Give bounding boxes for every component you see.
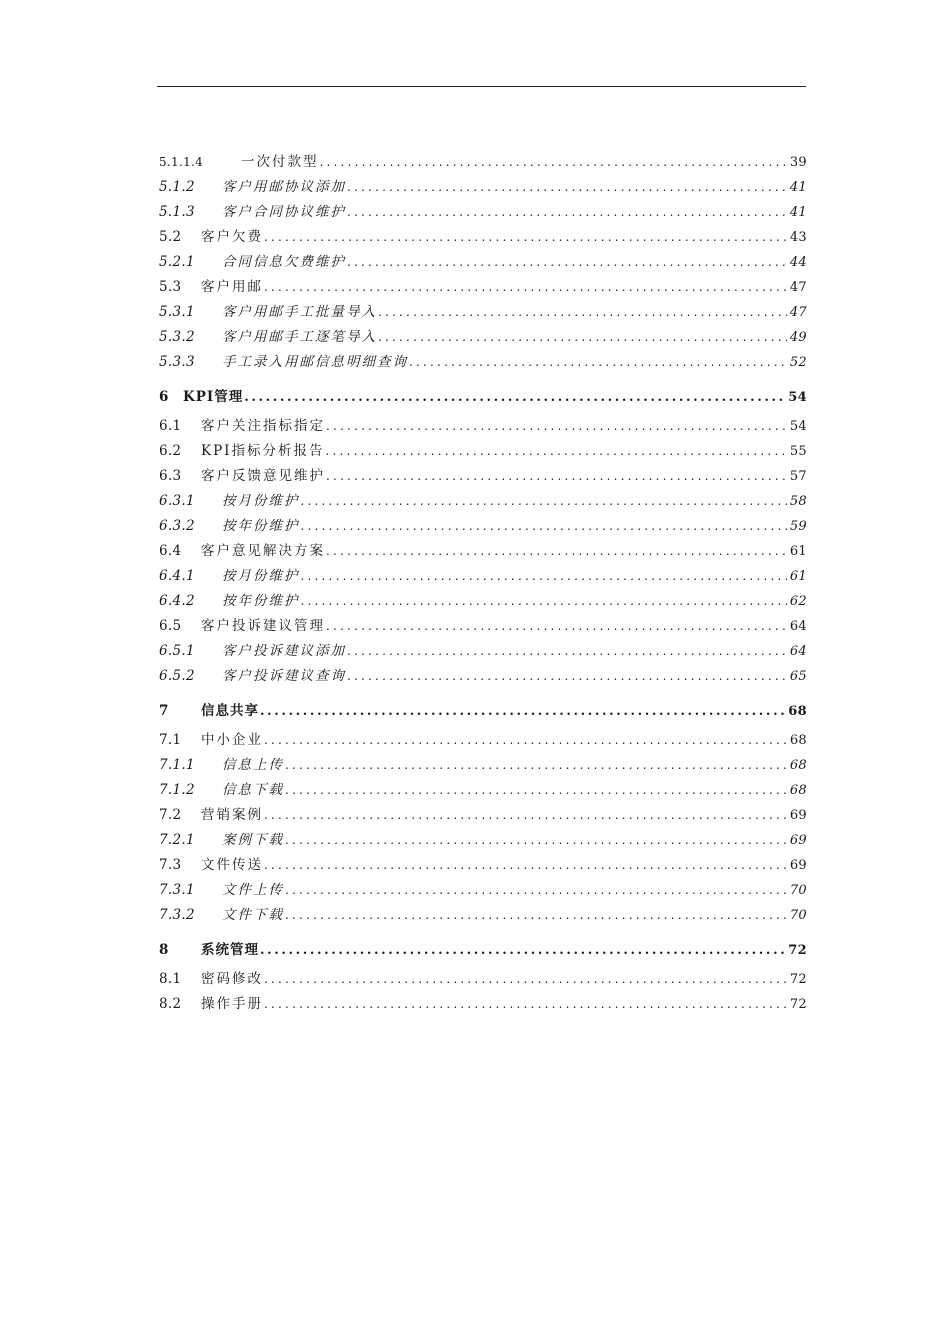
toc-entry-number: 6.2 xyxy=(159,443,182,459)
toc-entry-page-number: 58 xyxy=(789,494,807,509)
toc-entry-title: KPI指标分析报告 xyxy=(201,443,325,459)
toc-entry[interactable] xyxy=(159,539,807,564)
toc-entry-title: 营销案例 xyxy=(201,807,263,823)
toc-entry[interactable] xyxy=(159,350,807,375)
toc-entry-number: 5.3.1 xyxy=(159,304,195,320)
toc-entry-number: 6.4.1 xyxy=(159,568,195,584)
toc-entry-page-number: 64 xyxy=(789,644,807,659)
toc-entry[interactable] xyxy=(159,778,807,803)
toc-entry-page-number: 55 xyxy=(789,444,807,459)
toc-entry[interactable] xyxy=(159,439,807,464)
table-of-contents xyxy=(159,150,807,1017)
toc-entry-number: 6.5.2 xyxy=(159,668,195,684)
toc-entry-page-number: 47 xyxy=(789,305,807,320)
toc-entry-number: 7.1 xyxy=(159,732,182,748)
toc-entry[interactable] xyxy=(159,150,807,175)
toc-entry-title: 操作手册 xyxy=(201,996,263,1012)
toc-entry-title: 客户投诉建议查询 xyxy=(222,668,346,684)
toc-entry-page-number: 72 xyxy=(788,943,807,958)
toc-dot-leader xyxy=(347,639,787,664)
toc-entry[interactable] xyxy=(159,903,807,928)
toc-entry-number: 8.1 xyxy=(159,971,182,987)
toc-entry-page-number: 43 xyxy=(789,230,807,245)
toc-entry-title: 信息下载 xyxy=(222,782,284,798)
toc-dot-leader xyxy=(260,695,785,729)
toc-entry-page-number: 65 xyxy=(789,669,807,684)
toc-entry-title: 客户反馈意见维护 xyxy=(201,468,325,484)
toc-entry[interactable] xyxy=(159,225,807,250)
toc-entry-number: 5.1.1.4 xyxy=(159,155,204,169)
toc-dot-leader xyxy=(347,250,787,275)
toc-entry-title: 客户意见解决方案 xyxy=(201,543,325,559)
toc-dot-leader xyxy=(326,414,787,439)
toc-entry-title: 文件下载 xyxy=(222,907,284,923)
toc-entry[interactable] xyxy=(159,928,807,967)
toc-entry[interactable] xyxy=(159,878,807,903)
header-rule xyxy=(157,86,806,87)
toc-entry-number: 7.1.1 xyxy=(159,757,195,773)
toc-dot-leader xyxy=(326,614,787,639)
toc-entry-number: 5.2 xyxy=(159,229,182,245)
toc-entry-title: 一次付款型 xyxy=(241,154,319,170)
toc-dot-leader xyxy=(378,325,787,350)
toc-entry-title: 合同信息欠费维护 xyxy=(222,254,346,270)
toc-entry[interactable] xyxy=(159,728,807,753)
toc-dot-leader xyxy=(320,150,787,175)
toc-entry-page-number: 47 xyxy=(789,280,807,295)
toc-entry[interactable] xyxy=(159,967,807,992)
toc-entry[interactable] xyxy=(159,992,807,1017)
toc-entry[interactable] xyxy=(159,275,807,300)
toc-entry[interactable] xyxy=(159,614,807,639)
toc-dot-leader xyxy=(285,828,787,853)
toc-entry[interactable] xyxy=(159,803,807,828)
toc-dot-leader xyxy=(260,934,785,968)
toc-entry[interactable] xyxy=(159,300,807,325)
toc-dot-leader xyxy=(244,381,785,415)
toc-dot-leader xyxy=(285,753,787,778)
toc-entry-page-number: 69 xyxy=(789,833,807,848)
toc-entry[interactable] xyxy=(159,489,807,514)
toc-dot-leader xyxy=(264,275,787,300)
toc-entry[interactable] xyxy=(159,250,807,275)
toc-entry-number: 5.1.3 xyxy=(159,204,195,220)
toc-dot-leader xyxy=(326,439,787,464)
toc-entry-title: 文件上传 xyxy=(222,882,284,898)
toc-entry-page-number: 68 xyxy=(789,733,807,748)
toc-entry-title: 中小企业 xyxy=(201,732,263,748)
toc-entry-page-number: 61 xyxy=(789,544,807,559)
toc-entry-number: 6 xyxy=(159,389,169,405)
toc-entry[interactable] xyxy=(159,175,807,200)
toc-dot-leader xyxy=(326,539,787,564)
toc-entry-title: 文件传送 xyxy=(201,857,263,873)
toc-entry-number: 5.3.2 xyxy=(159,329,195,345)
toc-entry-title: 信息上传 xyxy=(222,757,284,773)
toc-entry-page-number: 59 xyxy=(789,519,807,534)
toc-entry-number: 8.2 xyxy=(159,996,182,1012)
toc-entry-page-number: 52 xyxy=(789,355,807,370)
toc-entry-page-number: 44 xyxy=(789,255,807,270)
toc-entry-title: 客户用邮手工批量导入 xyxy=(222,304,377,320)
toc-entry-number: 7.2.1 xyxy=(159,832,195,848)
toc-entry-title: 客户投诉建议添加 xyxy=(222,643,346,659)
toc-entry-page-number: 70 xyxy=(789,908,807,923)
toc-entry-page-number: 72 xyxy=(789,972,807,987)
toc-dot-leader xyxy=(301,514,787,539)
toc-entry[interactable] xyxy=(159,664,807,689)
toc-dot-leader xyxy=(347,200,787,225)
toc-entry[interactable] xyxy=(159,464,807,489)
toc-entry-number: 5.3 xyxy=(159,279,182,295)
toc-dot-leader xyxy=(326,464,787,489)
toc-dot-leader xyxy=(301,589,787,614)
toc-entry-title: 客户关注指标指定 xyxy=(201,418,325,434)
toc-entry-number: 7.3 xyxy=(159,857,182,873)
toc-entry-page-number: 72 xyxy=(789,997,807,1012)
toc-entry-title: 客户用邮手工逐笔导入 xyxy=(222,329,377,345)
toc-entry-number: 6.3 xyxy=(159,468,182,484)
toc-entry-number: 6.1 xyxy=(159,418,182,434)
toc-entry-number: 7.1.2 xyxy=(159,782,195,798)
toc-entry[interactable] xyxy=(159,753,807,778)
toc-entry-page-number: 68 xyxy=(788,704,807,719)
toc-entry-page-number: 57 xyxy=(789,469,807,484)
toc-entry-number: 6.5 xyxy=(159,618,182,634)
toc-entry-number: 7.3.2 xyxy=(159,907,195,923)
toc-entry-page-number: 49 xyxy=(789,330,807,345)
toc-entry-number: 6.5.1 xyxy=(159,643,195,659)
toc-entry-title: 案例下载 xyxy=(222,832,284,848)
toc-entry-page-number: 70 xyxy=(789,883,807,898)
toc-entry-number: 7.3.1 xyxy=(159,882,195,898)
toc-entry-number: 6.4 xyxy=(159,543,182,559)
toc-entry-title: 按月份维护 xyxy=(222,493,300,509)
toc-dot-leader xyxy=(264,728,787,753)
toc-entry-title: 手工录入用邮信息明细查询 xyxy=(222,354,408,370)
toc-entry-number: 7 xyxy=(159,703,169,719)
toc-entry-number: 8 xyxy=(159,942,169,958)
toc-dot-leader xyxy=(264,992,787,1017)
toc-entry[interactable] xyxy=(159,589,807,614)
toc-entry-number: 6.3.1 xyxy=(159,493,195,509)
toc-entry-page-number: 69 xyxy=(789,808,807,823)
toc-dot-leader xyxy=(347,175,787,200)
toc-entry[interactable] xyxy=(159,514,807,539)
toc-dot-leader xyxy=(285,778,787,803)
toc-entry[interactable] xyxy=(159,200,807,225)
toc-dot-leader xyxy=(301,564,787,589)
toc-entry-title: 信息共享 xyxy=(201,703,259,719)
toc-dot-leader xyxy=(264,853,787,878)
toc-dot-leader xyxy=(285,878,787,903)
toc-entry-page-number: 62 xyxy=(789,594,807,609)
toc-entry-page-number: 41 xyxy=(789,205,807,220)
toc-entry-number: 5.3.3 xyxy=(159,354,195,370)
toc-entry-title: 系统管理 xyxy=(201,942,259,958)
toc-entry-title: 客户合同协议维护 xyxy=(222,204,346,220)
toc-entry-page-number: 68 xyxy=(789,758,807,773)
toc-entry-page-number: 54 xyxy=(788,390,807,405)
toc-dot-leader xyxy=(301,489,787,514)
toc-entry[interactable] xyxy=(159,853,807,878)
toc-entry-page-number: 64 xyxy=(789,619,807,634)
toc-entry[interactable] xyxy=(159,639,807,664)
toc-dot-leader xyxy=(378,300,787,325)
toc-entry-title: 客户投诉建议管理 xyxy=(201,618,325,634)
toc-entry-title: KPI管理 xyxy=(183,389,244,405)
toc-entry-page-number: 68 xyxy=(789,783,807,798)
toc-dot-leader xyxy=(347,664,787,689)
toc-entry-title: 客户用邮 xyxy=(201,279,263,295)
toc-entry-number: 5.2.1 xyxy=(159,254,195,270)
toc-entry-page-number: 61 xyxy=(789,569,807,584)
toc-entry-title: 按月份维护 xyxy=(222,568,300,584)
toc-entry-page-number: 69 xyxy=(789,858,807,873)
toc-entry-page-number: 41 xyxy=(789,180,807,195)
toc-entry-title: 按年份维护 xyxy=(222,518,300,534)
toc-entry-title: 客户欠费 xyxy=(201,229,263,245)
toc-entry-number: 6.3.2 xyxy=(159,518,195,534)
toc-entry-title: 客户用邮协议添加 xyxy=(222,179,346,195)
toc-entry-title: 按年份维护 xyxy=(222,593,300,609)
toc-entry-number: 7.2 xyxy=(159,807,182,823)
toc-entry[interactable] xyxy=(159,414,807,439)
toc-entry[interactable] xyxy=(159,564,807,589)
toc-entry-title: 密码修改 xyxy=(201,971,263,987)
toc-entry[interactable] xyxy=(159,325,807,350)
toc-dot-leader xyxy=(264,803,787,828)
toc-entry[interactable] xyxy=(159,689,807,728)
toc-dot-leader xyxy=(264,225,787,250)
toc-entry-page-number: 39 xyxy=(789,155,807,170)
toc-entry-number: 6.4.2 xyxy=(159,593,195,609)
toc-entry-page-number: 54 xyxy=(789,419,807,434)
toc-dot-leader xyxy=(264,967,787,992)
toc-entry-number: 5.1.2 xyxy=(159,179,195,195)
toc-dot-leader xyxy=(409,350,787,375)
toc-entry[interactable] xyxy=(159,828,807,853)
toc-dot-leader xyxy=(285,903,787,928)
toc-entry[interactable] xyxy=(159,375,807,414)
